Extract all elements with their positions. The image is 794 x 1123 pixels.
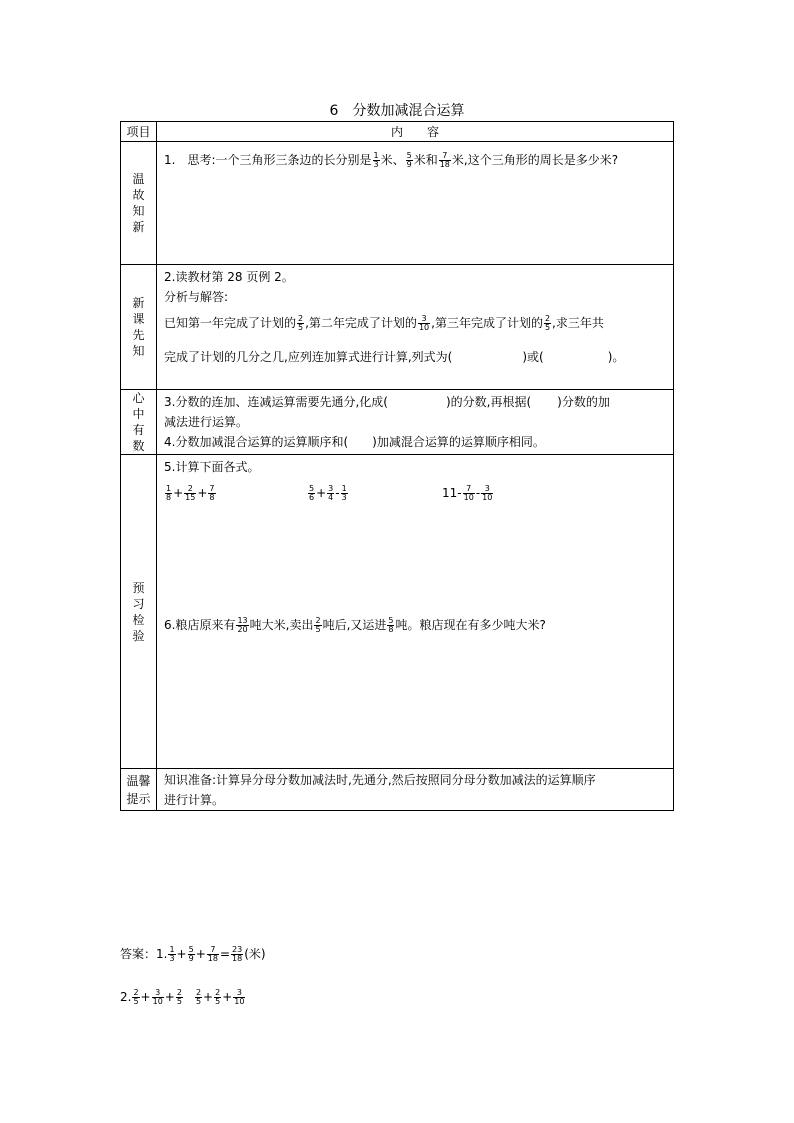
fraction: $\frac{3}{10}$ — [418, 314, 430, 332]
check-content — [157, 455, 674, 769]
answer-2: 2. $\frac{2}{5}$ + $\frac{3}{10}$ + $\frac{2}{5}$ $\frac{2}{5}$ + $\frac{2}{5}$ + $\frac{3}{10}$ — [120, 988, 245, 1006]
problem-line-2: 完成了计划的几分之几,应列连加算式进行计算,列式为( )或( )。 — [164, 350, 625, 364]
question-3-line-1: 3.分数的连加、连减运算需要先通分,化成( )的分数,再根据( )分数的加 — [164, 395, 610, 409]
fraction: $\frac{5}{9}$ — [406, 151, 412, 169]
fraction: $\frac{2}{5}$ — [544, 314, 551, 332]
expression-1: $\frac{1}{8}$ + $\frac{2}{15}$ + $\frac{7}{8}$ — [166, 484, 215, 502]
new-label: 新 课 先 知 — [121, 265, 157, 390]
worksheet-title — [0, 100, 794, 120]
title-text: 分数加减混合运算 — [352, 103, 465, 119]
review-label: 温 故 知 新 — [121, 142, 157, 265]
question-3-line-2: 减法进行运算。 — [164, 415, 249, 429]
analysis-label: 分析与解答: — [164, 290, 229, 304]
title-number: 6 — [329, 103, 339, 119]
question-5: 5.计算下面各式。 — [164, 460, 260, 474]
problem-line-1: 已知第一年完成了计划的 $\frac{2}{5}$ ,第二年完成了计划的 $\frac{3}{10}$ ,第三年完成了计划的 $\frac{2}{5}$ ,求三年共 — [164, 314, 604, 332]
review-row — [121, 142, 674, 265]
tip-line-1: 知识准备:计算异分母分数加减法时,先通分,然后按照同分母分数加减法的运算顺序 — [164, 773, 596, 787]
tip-row — [121, 769, 674, 811]
new-row — [121, 265, 674, 390]
check-label: 预 习 检 验 — [121, 455, 157, 769]
fraction: $\frac{7}{18}$ — [439, 151, 450, 169]
question-1: 1. 思考:一个三角形三条边的长分别是 $\frac{1}{3}$ 米、 $\frac{5}{9}$ 米和 $\frac{7}{18}$ 米,这个三角形的周长是多少米? — [164, 151, 619, 169]
tip-line-2: 进行计算。 — [164, 793, 225, 807]
check-row — [121, 455, 674, 769]
mind-row — [121, 390, 674, 455]
new-content — [157, 265, 674, 390]
expression-2: $\frac{5}{6}$ + $\frac{3}{4}$ - $\frac{1}{3}$ — [309, 484, 347, 502]
expressions — [164, 483, 667, 523]
header-row — [121, 122, 674, 142]
worksheet-table — [120, 121, 674, 811]
fraction: $\frac{1}{3}$ — [373, 151, 379, 169]
header-content: 内 容 — [157, 122, 674, 142]
mind-content — [157, 390, 674, 455]
question-4: 4.分数加减混合运算的运算顺序和( )加减混合运算的运算顺序相同。 — [164, 435, 545, 449]
tip-label: 温馨 提示 — [121, 769, 157, 811]
review-content — [157, 142, 674, 265]
expression-3: 11- $\frac{7}{10}$ - $\frac{3}{10}$ — [442, 484, 493, 502]
fraction: $\frac{2}{5}$ — [298, 314, 304, 332]
question-2: 2.读教材第 28 页例 2。 — [164, 270, 294, 284]
question-6: 6.粮店原来有 $\frac{13}{20}$ 吨大米,卖出 $\frac{2}{5}$ 吨后,又运进 $\frac{5}{8}$ 吨。粮店现在有多少吨大米? — [164, 616, 546, 634]
answer-1: 答案：1. $\frac{1}{3}$ + $\frac{5}{9}$ + $\frac{7}{18}$ = $\frac{23}{18}$ (米) — [120, 945, 266, 963]
header-item: 项目 — [121, 122, 157, 142]
tip-content — [157, 769, 674, 811]
mind-label: 心 中 有 数 — [121, 390, 157, 455]
